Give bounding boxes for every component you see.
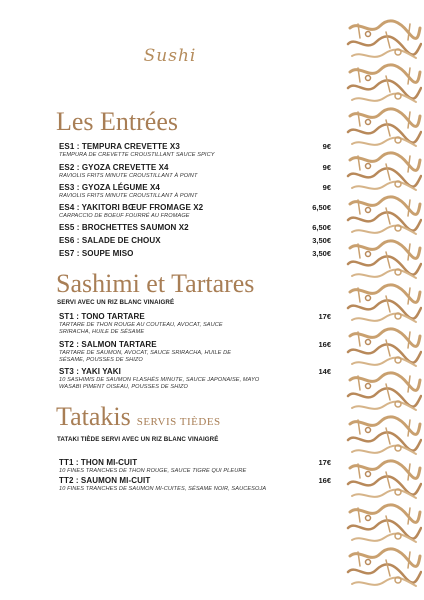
menu-item xyxy=(59,340,331,364)
menu-item xyxy=(59,203,331,220)
item-description: 10 SASHIMIS DE SAUMON FLASHÉS MINUTE, SAUCE JAPONAISE, MAYO WASABI PIMENT OISEAU, POUSSES DE SHIZO xyxy=(59,376,260,390)
item-name: ST1 : TONO TARTARE xyxy=(59,312,145,321)
menu-item xyxy=(59,367,331,391)
item-name: ES5 : BROCHETTES SAUMON X2 xyxy=(59,223,189,232)
item-price: 6,50€ xyxy=(312,223,331,232)
section-title-text: Tatakis xyxy=(56,402,131,431)
menu-item xyxy=(59,236,331,245)
item-price: 9€ xyxy=(322,163,331,172)
item-name: ST2 : SALMON TARTARE xyxy=(59,340,157,349)
item-price: 16€ xyxy=(318,476,331,485)
item-name: ST3 : YAKI YAKI xyxy=(59,367,121,376)
item-price: 6,50€ xyxy=(312,203,331,212)
decorative-calligraphy-border xyxy=(346,18,422,590)
section-intro: TATAKI TIÈDE SERVI AVEC UN RIZ BLANC VINAIGRÉ xyxy=(57,436,219,443)
item-description: 10 FINES TRANCHES DE SAUMON MI-CUITES, SÉSAME NOIR, SAUCESOJA xyxy=(59,485,267,492)
menu-item xyxy=(59,183,331,200)
menu-item xyxy=(59,223,331,232)
menu-item xyxy=(59,163,331,180)
item-name: ES3 : GYOZA LÉGUME X4 xyxy=(59,183,160,192)
menu-item xyxy=(59,249,331,258)
brand-title: Sushi xyxy=(143,46,197,66)
menu-item xyxy=(59,142,331,159)
item-name: TT2 : SAUMON MI-CUIT xyxy=(59,476,151,485)
item-price: 14€ xyxy=(318,367,331,376)
menu-item xyxy=(59,312,331,336)
section-subtitle: SERVIS TIÈDES xyxy=(136,416,221,428)
item-price: 9€ xyxy=(322,183,331,192)
item-description: RAVIOLIS FRITS MINUTE CROUSTILLANT À POINT xyxy=(59,172,198,179)
item-description: 10 FINES TRANCHES DE THON ROUGE, SAUCE TIGRE QUI PLEURE xyxy=(59,467,247,474)
item-price: 3,50€ xyxy=(312,249,331,258)
item-name: ES1 : TEMPURA CREVETTE X3 xyxy=(59,142,180,151)
item-description: TARTARE DE SAUMON, AVOCAT, SAUCE SRIRACHA, HUILE DE SÉSAME, POUSSES DE SHIZO xyxy=(59,349,232,363)
item-name: ES7 : SOUPE MISO xyxy=(59,249,134,258)
section-title-text: Les Entrées xyxy=(56,107,179,136)
section-title-entrees xyxy=(56,107,178,137)
section-title-text: Sashimi et Tartares xyxy=(56,269,255,298)
section-title-tatakis xyxy=(56,402,221,432)
menu-item xyxy=(59,476,331,493)
item-description: TEMPURA DE CREVETTE CROUSTILLANT SAUCE SPICY xyxy=(59,151,215,158)
item-price: 17€ xyxy=(318,458,331,467)
item-name: ES2 : GYOZA CREVETTE X4 xyxy=(59,163,169,172)
item-price: 9€ xyxy=(322,142,331,151)
section-intro: SERVI AVEC UN RIZ BLANC VINAIGRÉ xyxy=(57,299,175,306)
item-description: TARTARE DE THON ROUGE AU COUTEAU, AVOCAT, SAUCE SRIRACHA, HUILE DE SÉSAME xyxy=(59,321,223,335)
item-price: 3,50€ xyxy=(312,236,331,245)
item-name: ES4 : YAKITORI BŒUF FROMAGE X2 xyxy=(59,203,204,212)
item-description: RAVIOLIS FRITS MINUTE CROUSTILLANT À POINT xyxy=(59,192,198,199)
section-title-sashimi xyxy=(56,269,254,299)
item-name: TT1 : THON MI-CUIT xyxy=(59,458,138,467)
menu-item xyxy=(59,458,331,475)
item-price: 17€ xyxy=(318,312,331,321)
item-price: 16€ xyxy=(318,340,331,349)
item-description: CARPACCIO DE BOEUF FOURRÉ AU FROMAGE xyxy=(59,212,190,219)
item-name: ES6 : SALADE DE CHOUX xyxy=(59,236,161,245)
